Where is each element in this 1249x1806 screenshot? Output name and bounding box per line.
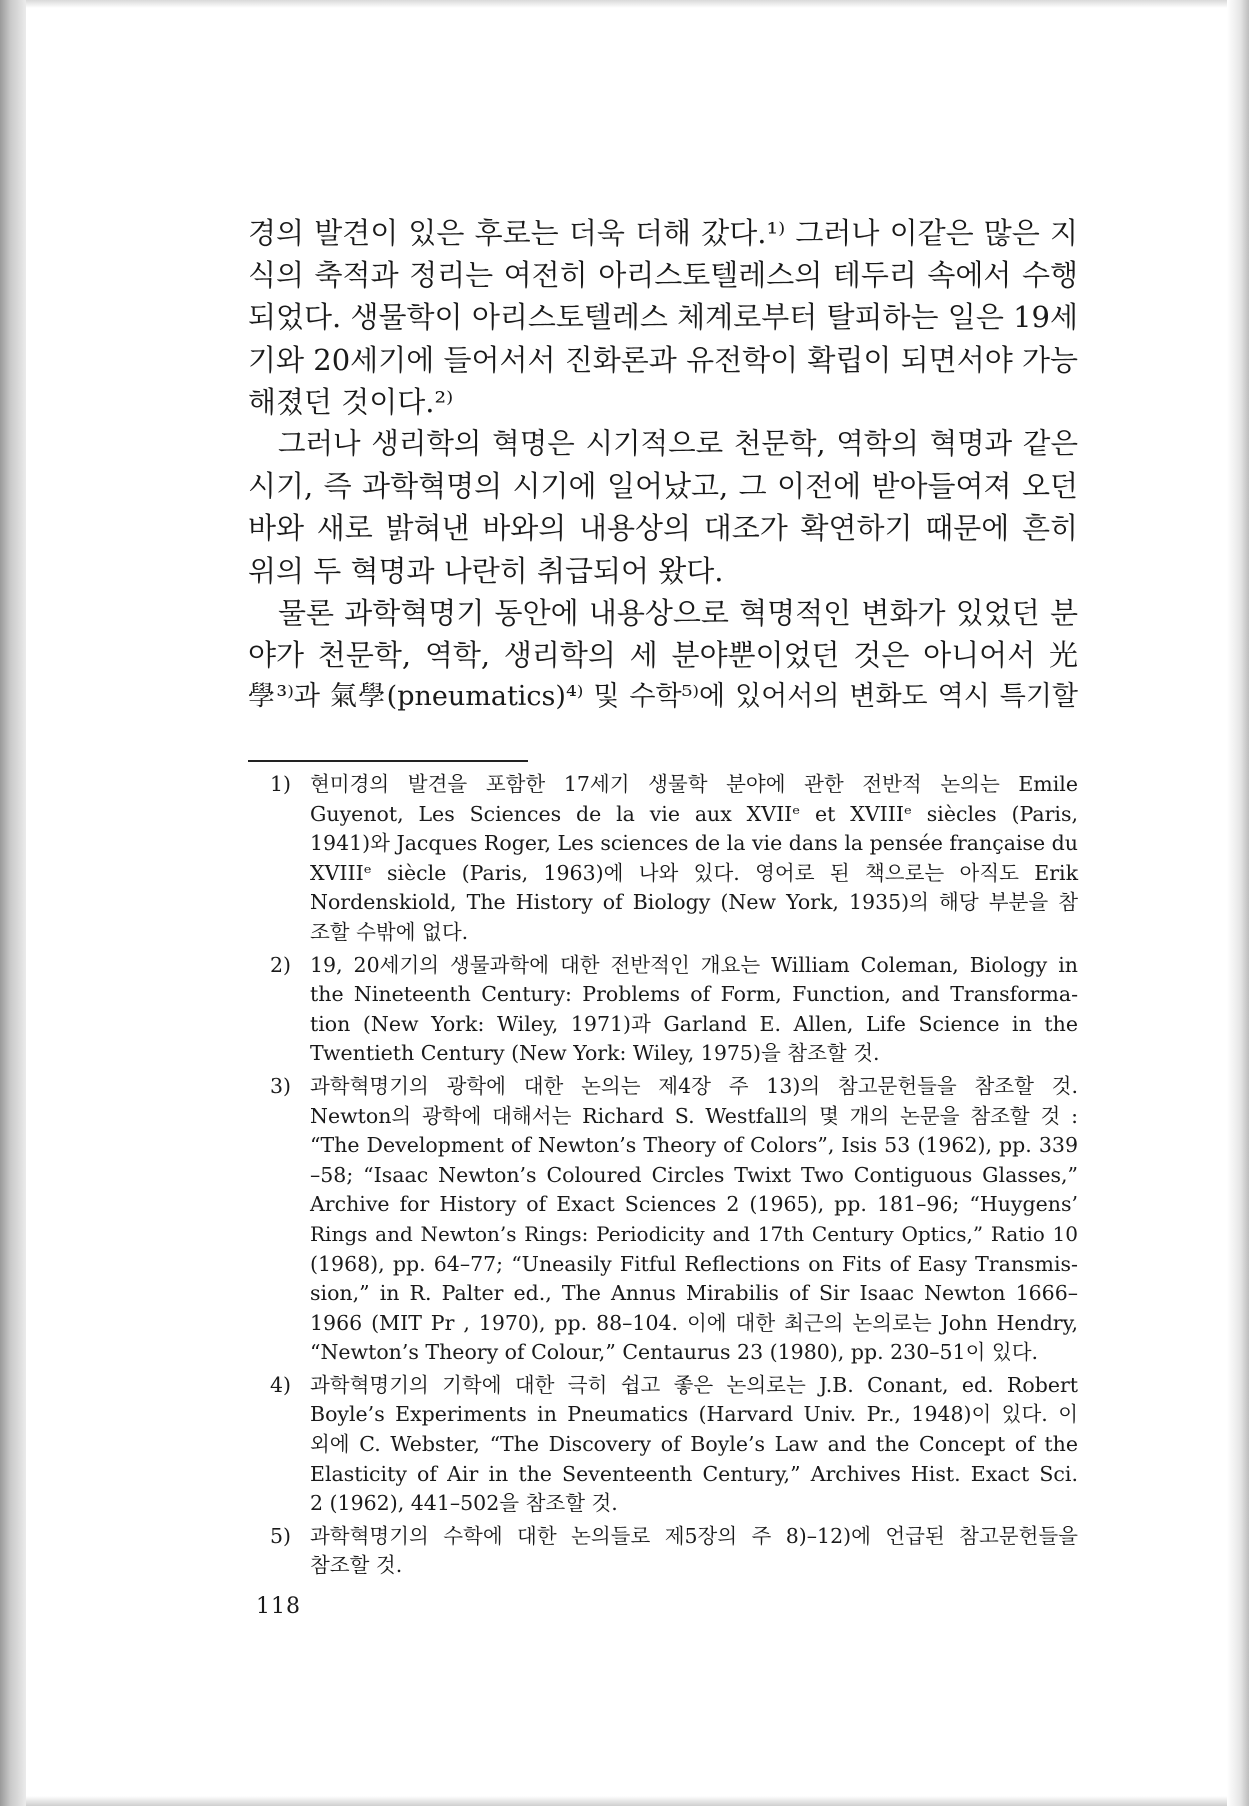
body-text bbox=[248, 212, 1078, 718]
footnote-divider bbox=[248, 760, 528, 762]
footnote-line: the Nineteenth Century: Problems of Form, Function, and Transforma- bbox=[310, 982, 1078, 1007]
footnote-line: Elasticity of Air in the Seventeenth Century,” Archives Hist. Exact Sci. bbox=[310, 1461, 1078, 1486]
text-line: 學³⁾과 氣學(pneumatics)⁴⁾ 및 수학⁵⁾에 있어서의 변화도 역시 특기할 bbox=[248, 681, 1078, 713]
footnote-line: XVIIIᵉ siècle (Paris, 1963)에 나와 있다. 영어로 된 책으로는 아직도 Erik bbox=[310, 860, 1078, 885]
footnote-line: 조할 수밖에 없다. bbox=[310, 919, 469, 944]
footnote-line: Nordenskiold, The History of Biology (New York, 1935)의 해당 부분을 참 bbox=[310, 890, 1078, 915]
footnote-line: 참조할 것. bbox=[310, 1553, 403, 1578]
footnote-line: Twentieth Century (New York: Wiley, 1975)을 참조할 것. bbox=[310, 1041, 880, 1066]
footnote-line: Newton의 광학에 대해서는 Richard S. Westfall의 몇 개의 논문을 참조할 것 : bbox=[310, 1103, 1078, 1128]
footnote-line: Boyle’s Experiments in Pneumatics (Harvard Univ. Pr., 1948)이 있다. 이 bbox=[310, 1402, 1078, 1427]
text-line: 바와 새로 밝혀낸 바와의 내용상의 대조가 확연하기 때문에 흔히 bbox=[248, 511, 1078, 546]
page-edge-bottom bbox=[26, 1796, 1227, 1806]
text-line: 경의 발견이 있은 후로는 더욱 더해 갔다.¹⁾ 그러나 이같은 많은 지 bbox=[248, 216, 1078, 250]
footnote-line: 19, 20세기의 생물과학에 대한 전반적인 개요는 William Coleman, Biology in bbox=[310, 952, 1078, 977]
page-edge-right bbox=[1227, 0, 1249, 1806]
text-line: 식의 축적과 정리는 여전히 아리스토텔레스의 테두리 속에서 수행 bbox=[248, 258, 1078, 293]
page-number: 118 bbox=[256, 1594, 301, 1619]
footnote-5 bbox=[270, 1522, 1078, 1581]
footnote-line: tion (New York: Wiley, 1971)과 Garland E. Allen, Life Science in the bbox=[310, 1011, 1078, 1036]
footnote-line: (1968), pp. 64–77; “Uneasily Fitful Reflections on Fits of Easy Transmis- bbox=[310, 1251, 1078, 1276]
footnotes bbox=[270, 770, 1078, 1584]
paragraph-2 bbox=[248, 423, 1078, 592]
footnote-line: Guyenot, Les Sciences de la vie aux XVIIᵉ et XVIIIᵉ siècles (Paris, bbox=[310, 801, 1078, 826]
footnote-line: Rings and Newton’s Rings: Periodicity and 17th Century Optics,” Ratio 10 bbox=[310, 1221, 1078, 1246]
footnote-line: 1966 (MIT Pr , 1970), pp. 88–104. 이에 대한 최근의 논의로는 John Hendry, bbox=[310, 1310, 1078, 1335]
footnote-line: 과학혁명기의 광학에 대한 논의는 제4장 주 13)의 참고문헌들을 참조할 것. bbox=[310, 1073, 1078, 1098]
footnote-line: “Newton’s Theory of Colour,” Centaurus 23 (1980), pp. 230–51이 있다. bbox=[310, 1340, 1039, 1365]
paragraph-1 bbox=[248, 212, 1078, 423]
text-line: 야가 천문학, 역학, 생리학의 세 분야뿐이었던 것은 아니어서 光 bbox=[248, 638, 1078, 673]
footnote-4 bbox=[270, 1371, 1078, 1519]
footnote-1 bbox=[270, 770, 1078, 948]
footnote-line: 현미경의 발견을 포함한 17세기 생물학 분야에 관한 전반적 논의는 Emile bbox=[310, 772, 1078, 796]
footnote-number: 3) bbox=[270, 1073, 292, 1098]
footnote-number: 2) bbox=[270, 952, 292, 977]
footnote-line: “The Development of Newton’s Theory of Colors”, Isis 53 (1962), pp. 339 bbox=[310, 1133, 1078, 1158]
footnote-number: 1) bbox=[270, 772, 292, 796]
text-line: 되었다. 생물학이 아리스토텔레스 체계로부터 탈피하는 일은 19세 bbox=[248, 300, 1078, 335]
footnote-line: 과학혁명기의 수학에 대한 논의들로 제5장의 주 8)–12)에 언급된 참고문헌들을 bbox=[310, 1523, 1078, 1548]
footnote-3 bbox=[270, 1072, 1078, 1368]
footnote-line: 1941)와 Jacques Roger, Les sciences de la vie dans la pensée française du bbox=[310, 831, 1078, 856]
text-line: 시기, 즉 과학혁명의 시기에 일어났고, 그 이전에 받아들여져 오던 bbox=[248, 469, 1078, 504]
footnote-line: Archive for History of Exact Sciences 2 (1965), pp. 181–96; “Huygens’ bbox=[310, 1192, 1078, 1217]
footnote-line: –58; “Isaac Newton’s Coloured Circles Twixt Two Contiguous Glasses,” bbox=[310, 1162, 1078, 1187]
footnote-line: 2 (1962), 441–502을 참조할 것. bbox=[310, 1491, 618, 1516]
text-line: 해졌던 것이다.²⁾ bbox=[248, 384, 454, 419]
paragraph-3 bbox=[248, 592, 1078, 719]
text-line: 그러나 생리학의 혁명은 시기적으로 천문학, 역학의 혁명과 같은 bbox=[278, 427, 1078, 461]
page-edge-left bbox=[0, 0, 26, 1806]
footnote-line: 과학혁명기의 기학에 대한 극히 쉽고 좋은 논의로는 J.B. Conant, ed. Robert bbox=[310, 1372, 1078, 1397]
footnote-2 bbox=[270, 951, 1078, 1069]
footnote-line: sion,” in R. Palter ed., The Annus Mirabilis of Sir Isaac Newton 1666– bbox=[310, 1281, 1078, 1306]
text-line: 기와 20세기에 들어서서 진화론과 유전학이 확립이 되면서야 가능 bbox=[248, 342, 1078, 377]
text-line: 위의 두 혁명과 나란히 취급되어 왔다. bbox=[248, 553, 724, 588]
footnote-number: 5) bbox=[270, 1523, 292, 1548]
footnote-line: 외에 C. Webster, “The Discovery of Boyle’s Law and the Concept of the bbox=[310, 1432, 1078, 1457]
page-edge-top bbox=[26, 0, 1227, 8]
footnote-number: 4) bbox=[270, 1372, 292, 1397]
text-line: 물론 과학혁명기 동안에 내용상으로 혁명적인 변화가 있었던 분 bbox=[278, 595, 1078, 630]
